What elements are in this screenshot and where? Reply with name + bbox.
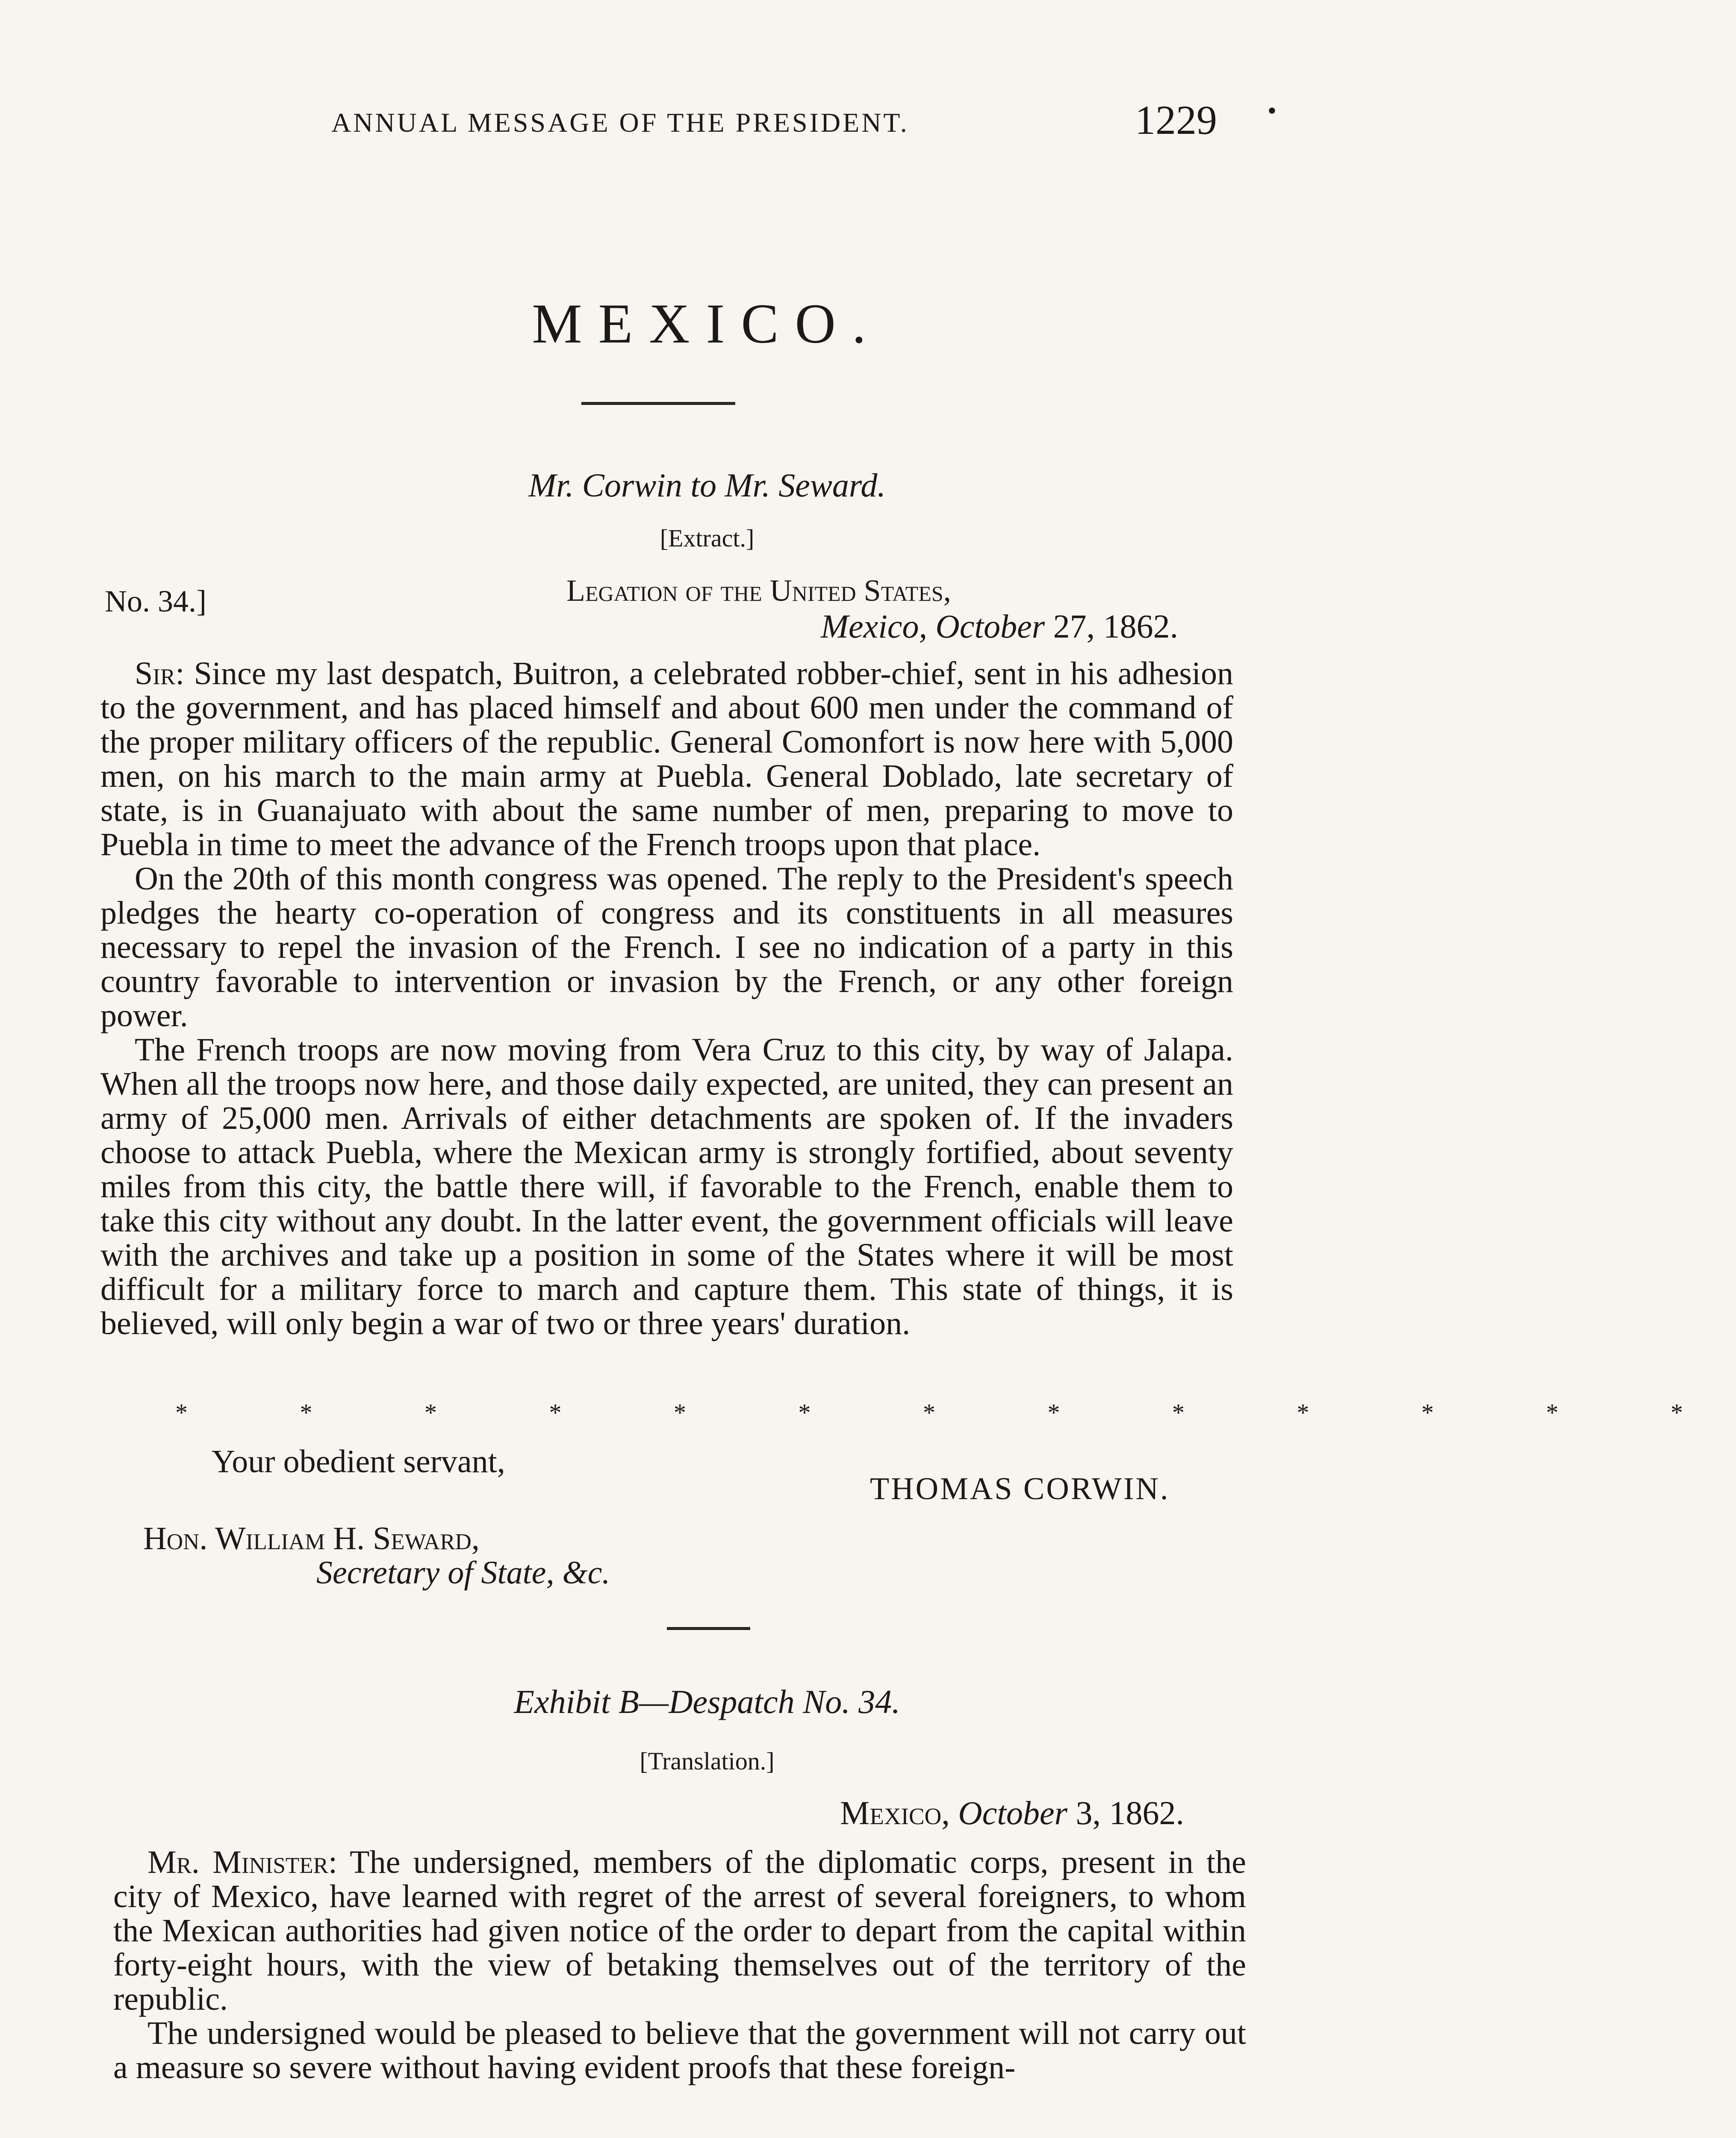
letter2-body xyxy=(113,1845,1246,2085)
section-rule xyxy=(581,402,735,405)
letter1-note: [Extract.] xyxy=(660,524,755,552)
letter1-addressee-title: Secretary of State, &c. xyxy=(316,1555,610,1591)
letter1-salutation: Sir: xyxy=(135,656,185,691)
letter1-signature: THOMAS CORWIN. xyxy=(870,1471,1170,1506)
letter1-heading: Mr. Corwin to Mr. Seward. xyxy=(528,467,886,504)
letter2-paragraph-2: The undersigned would be pleased to believe that the government will not carry out a measure so severe without having evident proofs that these foreign- xyxy=(113,2015,1246,2085)
letter-divider-rule xyxy=(667,1627,750,1630)
letter2-dateline xyxy=(840,1794,1184,1832)
letter1-number: No. 34.] xyxy=(105,584,206,618)
letter2-paragraph-1: Mr. Minister: The undersigned, members of the diplomatic corps, present in the city of Mexico, have learned with regret of the arrest of several foreigners, to whom the Mexican authorities had given notice of the order to depart from the capital within forty-eight hours, with the view of betaking themselves out of the territory of the republic. xyxy=(113,1844,1246,2017)
running-title: ANNUAL MESSAGE OF THE PRESIDENT. xyxy=(331,107,909,138)
letter1-dateline xyxy=(821,607,1178,646)
letter1-dateline-place: Mexico, October xyxy=(821,608,1045,645)
letter1-legation: Legation of the United States, xyxy=(566,573,951,608)
letter2-note: [Translation.] xyxy=(640,1747,775,1775)
letter1-paragraph-1: Sir: Since my last despatch, Buitron, a celebrated robber-chief, sent in his adhesion to the government, and has placed himself and about 600 men under the command of the proper military officers of the republic. General Comonfort is now here with 5,000 men, on his march to the main army at Puebla. General Doblado, late secretary of state, is in Guanajuato with about the same number of men, preparing to move to Puebla in time to meet the advance of the French troops upon that place. xyxy=(100,656,1234,862)
letter2-dateline-month: October xyxy=(958,1794,1067,1831)
letter2-heading: Exhibit B—Despatch No. 34. xyxy=(514,1683,900,1720)
letter2-dateline-place: Mexico, xyxy=(840,1794,950,1831)
ellipsis-stars: * * * * * * * * * * * * * xyxy=(175,1399,1736,1426)
page-number: 1229 xyxy=(1135,97,1217,143)
letter1-paragraph-2: On the 20th of this month congress was opened. The reply to the President's speech pledges the hearty co-operation of congress and its constituents in all measures necessary to repel the invasion of the French. I see no indication of a party in this country favorable to intervention or invasion by the French, or any other foreign power. xyxy=(100,861,1233,1034)
letter2-dateline-date: 3, 1862. xyxy=(1076,1794,1184,1831)
section-title: MEXICO. xyxy=(532,292,882,355)
letter1-paragraph-3: The French troops are now moving from Vera Cruz to this city, by way of Jalapa. When all the troops now here, and those daily expected, are united, they can present an army of 25,000 men. Arrivals of either detachments are spoken of. If the invaders choose to attack Puebla, where the Mexican army is strongly fortified, about seventy miles from this city, the battle there will, if favorable to the French, enable them to take this city without any doubt. In the latter event, the government officials will leave with the archives and take up a position in some of the States where it will be most difficult for a military force to march and capture them. This state of things, it is believed, will only begin a war of two or three years' duration. xyxy=(100,1032,1233,1341)
page-mark: • xyxy=(1267,97,1277,125)
letter1-body xyxy=(100,656,1233,1341)
letter2-salutation: Mr. Minister: xyxy=(147,1844,338,1880)
letter1-addressee-name: Hon. William H. Seward, xyxy=(143,1521,480,1556)
letter1-closing: Your obedient servant, xyxy=(212,1444,505,1479)
letter1-dateline-date: 27, 1862. xyxy=(1053,608,1179,645)
